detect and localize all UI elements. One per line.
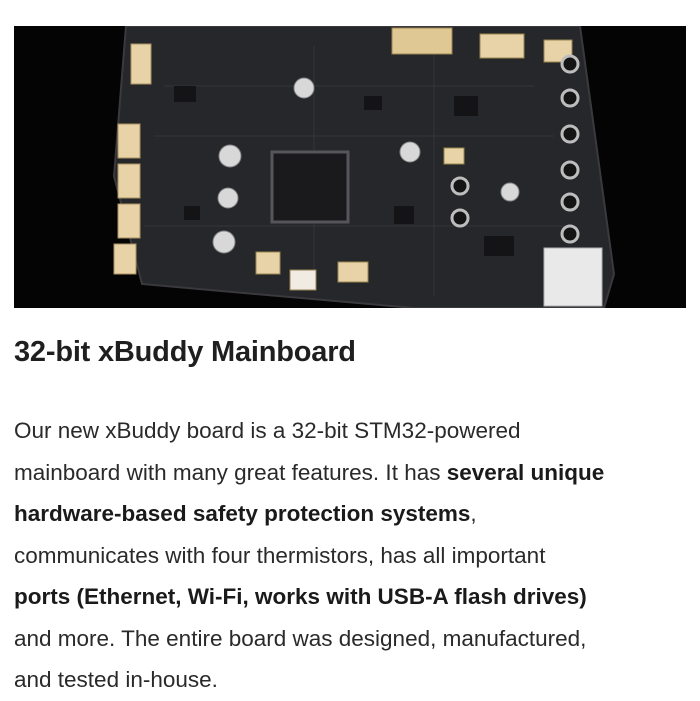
body-line [14,535,690,577]
text-run: Our new xBuddy board is a 32-bit STM32-powered [14,418,521,443]
body-line [14,576,690,618]
text-run: and tested in-house. [14,667,218,692]
text-run: mainboard with many great features. It has [14,459,447,485]
article-body [14,410,690,701]
text-run: , [470,501,477,526]
body-line [14,493,690,535]
bold-run: several unique [446,459,605,485]
article-heading: 32-bit xBuddy Mainboard [14,336,356,368]
body-line [14,618,690,660]
body-line [14,410,690,452]
text-run: and more. The entire board was designed, manufactured, [14,625,587,651]
body-line [14,452,690,494]
bold-run: ports (Ethernet, Wi-Fi, works with USB-A flash drives) [14,584,587,609]
mainboard-illustration [14,26,686,308]
mainboard-photo [14,26,686,308]
body-line [14,659,690,701]
text-run: communicates with four thermistors, has all important [14,542,546,568]
bold-run: hardware-based safety protection systems [14,501,471,526]
